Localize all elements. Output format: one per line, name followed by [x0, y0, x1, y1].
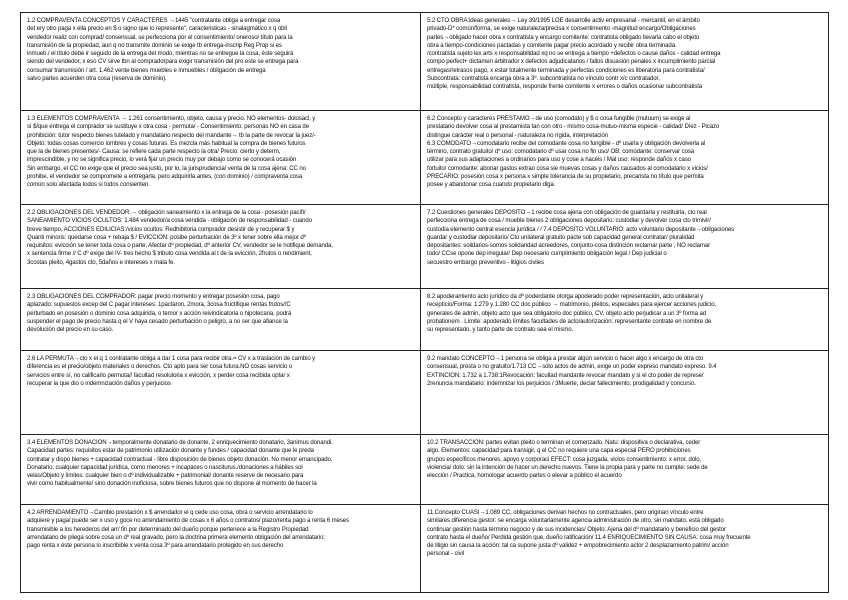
note-line: probationem . Límite: apoderado límites facultades de acto/autorización: representante contrate en nombre de	[427, 317, 712, 325]
note-line: compo perfect+ dictamen árbitrador x defectos adjudicatarios / fallos disuasión penales x incumplimiento parcial	[427, 58, 716, 66]
note-line: continuar gestión hasta término negocio y de sus incidencias/ Objeto: Ajena del dº mandatario y beneficio del gestor	[427, 525, 726, 533]
note-line: 3costas pleito, 4gastos cto, 5daños e intereses x mala fe.	[27, 258, 175, 266]
note-line: prohibición: tutor respecto bienes tutelado y mandatario respecto del mandante→ tb la parte de revocar la juez/-	[27, 131, 316, 139]
note-line: consumar transmisión / art. 1.462 vente bienes muebles e inmuebles / obligación de entrega	[27, 66, 266, 74]
note-line: Subcontrata: contratista encarga obra a 3º. subcontratista no vínculo contr x/c contratador,	[427, 75, 660, 83]
note-line: pago renta x éste persona lo inscribible x venta cosa 3º para arrendatario protegido en sus derecho	[27, 542, 284, 550]
note-line: sí $/que entrega el comprador se sustituye x otra cosa - permuta/ - Consentimiento: personas NO en casa de	[27, 123, 309, 131]
note-line: común solo afectada todos si todos consienten.	[27, 181, 150, 189]
note-line: obra a tiempo-condiciones pactadas y comitente pagar precio acordado y recibir obra terminada.	[427, 41, 677, 49]
note-line: breve tiempo, ACCIONES EDILICIAS:/vicios ocultos: Redhibitoria comprador desistir de y recuperar $ y	[27, 225, 295, 233]
note-line: entregas/retrasos pago, x estar totalmente terminada y perfectas condiciones es liberatoria para contratista/	[427, 66, 705, 74]
note-line: 6.2 Concepto y caracteres PRÉSTAMO→de uso (comodato) y $ o cosa fungible (mutuum) se exige al	[427, 115, 691, 122]
note-line: privado-D* común/forma, se exige naturaleza/precisa x consentimiento -magnitud encargo/Obligaciones	[427, 25, 696, 33]
note-cell	[20, 350, 421, 435]
note-line: 2.3 OBLIGACIONES DEL COMPRADOR: pagar precio momento y entregar posesión cosa, pago	[27, 293, 280, 300]
note-cell	[420, 12, 829, 111]
note-line: 1.3 ELEMENTOS COMPRAVENTA → 1.261 consentimiento, objeto, causa y precio. NO elementos- dolosacl, y	[27, 115, 316, 122]
note-line: siendo del vendedor, x eso CV sirve tbn al compradorpara exigir transmisión del pro este se entrega para	[27, 58, 299, 66]
note-line: 2.6 LA PERMUTA→cto x el q 1 contratante obliga a dar 1 cosa para recibir otra.= CV x a traslación de cambio y	[27, 355, 316, 362]
note-line: 7.2 Cuestiones generales DEPÓSITO→1 recibe cosa ajena con obligación de guardarla y restituirla, cto real	[427, 209, 707, 216]
note-line: imprescindible, y no se significa precio, lo verá fijar un precio muy por debajo como se conocerá ocasión	[27, 156, 297, 164]
note-line: que la de bienes presentes/- Causa: se refiere cada parte respecto la otra/ Precio: cierto y determ,	[27, 148, 281, 156]
note-line: 2.2 OBLIGACIONES DEL VENDEDOR:→ obligación saneamiento x la entrega de la cosa - posesión pacífi/	[27, 209, 306, 216]
note-line: transmisible a los herederos del arr/ fin por determinado del dueño porque pertenece a la Registro Propiedad	[27, 525, 309, 533]
note-cell	[420, 288, 829, 351]
note-line: salvo partes acuerden otra cosa (reserva de dominio).	[27, 75, 167, 83]
note-line: contrato hasta el dueño/ Perdida gestión que, dueño ratificación/ 11.4 ENRIQUECIMIENTO SIN CAUSA: cosa muy frecuente	[427, 533, 751, 541]
note-line: 5.2 CTO OBRA:ideas generales→ Ley 39/1995 LOE desarrolle activ empresarial - mercantil, en el ámbito	[427, 17, 700, 24]
note-line: de litigio sin causa la acción: tal ca supone justa dº validez + empobrecimiento actor 2 desplazamiento patrim/ acción	[427, 542, 729, 550]
note-line: 11.Concepto CUASI→1.089 CC, obligaciones derivan hechos no contractuales, pero originan vínculo entre	[427, 509, 704, 516]
note-line: x sentencia firme // C dº exige del IV- tres hecho $ tributo cosa vendida al t de la evicción, 2frutos o rendimient,	[27, 250, 312, 258]
note-cell	[420, 204, 829, 289]
note-line: consensual, presta o no gratuito/1.713 CC→sólo actos de admin, exige un poder expreso mandato expreso. 9.4	[427, 363, 717, 371]
note-line: Donatario: cualquier capacidad jurídica, como menores + incapaces o nasciturus./donaciones a hábiles sol	[27, 463, 303, 471]
note-line: prohibe, el vendedor se compromete a entregarla, pero adquirirla antes, (con dominio) / compraventa cosa	[27, 173, 303, 181]
note-line: fortuito/ comodante: abonar gastos extrao cosa sie muevas cosas y daños causados al comodatario x vicios/	[427, 164, 708, 172]
note-cell	[420, 504, 829, 593]
note-line: Quanti minoris: quedarse cosa + rebaja $ / EVICCIÓN: posibe perturbación de 3º x tener sobre ella mejor dº	[27, 233, 306, 241]
note-line: secuestro embargo preventivo - litigios civiles	[427, 258, 544, 266]
note-line: término, contrato gratuito/ d* uso: comodatario dº usar cosa no fin uso/ OB: comodante: conservar cosa	[427, 148, 695, 156]
note-line: devolución del precio en su caso.	[27, 326, 114, 334]
notes-grid	[20, 12, 828, 592]
note-cell	[20, 204, 421, 289]
note-line: receptício/Forma: 1.279 y 1.280 CC doc público → matrimonio, pleitos, especiales para ejercer acciones judicio,	[427, 301, 717, 309]
note-cell	[20, 288, 421, 351]
note-line: 3.4 ELEMENTOS DONACIÓN→temporalmente donatario de donante, 2 enriquecimiento donatario, 3animus donandi.	[27, 439, 333, 446]
note-line: /contratista sujeto lex arts x responsabilidad xq no se entrega a tiempo +defectos o cause daños - calidad entrega	[427, 50, 721, 58]
note-line: inmueb./ el título debe ir seguido de la entrega del modo, mientras no se entregue la cosa, éste seguirá	[27, 50, 294, 58]
note-line: suspender el pago de precio hasta q el V haya cesado perturbación o peligro, a no ser que afiance la	[27, 317, 288, 325]
note-line: 10.2 TRANSACCIÓN: partes evitan pleito o terminan el comenzado. Natu: dispositiva o declarativa, ceder	[427, 439, 701, 446]
note-line: su representado, y tanto parte de contrato sea el mismo.	[427, 326, 574, 334]
note-line: EXTINCIÓN: 1.732 a 1.738:1Revocación: facultad mandante revocar mandato y si el cto poder de represe/	[427, 371, 704, 379]
note-line: violencia/ dolo: sin la intención de hacer un derecho nuevos. Tiene la propia para y parte no cumple: sede de	[427, 463, 708, 471]
note-line: vivir como habitualmente/ sino donación inoficiosa, sobre bienes futuros que no dispone al momento de hacer la	[27, 480, 317, 488]
note-line: perfecciona entrega de cosa / mueble bienes 2 obligaciones depositario: custodiar y devolver cosa cto trimivir/	[427, 217, 711, 225]
note-line: partes→obligado hacer obra x contratista y encargo comitente: contratista obligado llevarla cabo el objeto	[427, 33, 700, 41]
note-line: 1.2 COMPRAVENTA CONCEPTOS Y CARACTERES →1445 "contratante obliga a entregar cosa	[27, 17, 281, 24]
note-line: Sin embargo, el CC no exige que el precio sea justo, por lo, la jurisprudencia/ venta de la cosa ajena: CC no	[27, 164, 306, 172]
note-cell	[420, 350, 829, 435]
note-cell	[20, 434, 421, 505]
note-cell	[20, 12, 421, 111]
note-line: PRECARIO: posesión cosa x persona x simple tolerancia de su propietario, precarista no título que permita	[427, 173, 704, 181]
note-line: múltiple, responsabilidad contratista, responde frente comitente x errores o daños ocasionar subcontratista	[427, 83, 703, 91]
note-line: arrendatario de pliega sobre cosa un dº real gravado, pero la doctrina primera elemento obligación del arrendatario:	[27, 533, 325, 541]
note-line: Capacidad partes: requisitos estar de patrimonio utilización donante y fundes / capacidad donante que le preda	[27, 447, 314, 455]
note-cell	[20, 110, 421, 205]
note-line: elección / Practica, homologar acuerdo partes o elevar a público el acuerdo	[427, 472, 622, 480]
note-line: prestatario devolver cosa al prestamista tan con otro - mismo cosa-mutuo-misma especie - calidad/ Díez - Picazo	[427, 123, 720, 131]
note-line: depositantes: solidarios-somos solidaridad acreedores, conjunto-cosa distinción reclamar parte , NO reclamar	[427, 242, 711, 250]
note-line: perturbado en posesión o dominio cosa adquirida, o temor x acción reivindicatoria o hipotecaria, podrá	[27, 309, 292, 317]
note-line: utilizar para sus adaptaciones a ordinarios para uso y cose a hacéis / Mal uso: responde daños x caso	[427, 156, 691, 164]
note-line: distingue carácter real o personal - naturaleza no rígida, interpretación	[427, 131, 608, 139]
note-line: similares diferencia gestor: se encarga voluntariamente agencia administración de otro, sin mandato, está obligado	[427, 517, 724, 525]
note-line: recuperar la que dio o indemnización daños y perjuicios	[27, 379, 171, 387]
note-cell	[420, 434, 829, 505]
note-line: generales de admin, objeto acto que sea obligatorio doc público, CV, objeto acto perjudicar a un 3º forma ad	[427, 309, 707, 317]
note-line: servicios entre sí, no calificarlo permuta// facultad resolutoria x evicción, x perder cosa recibida optar x	[27, 371, 290, 379]
note-line: posee y abandonar cosa cuando propietario diga.	[427, 181, 556, 189]
note-line: custodia elemento central esencia jurídica / / 7.4 DEPÓSITO VOLUNTARIO: acto voluntario depositante→obligaciones	[427, 225, 735, 233]
note-line: det ery otro paga x ella precio en $ o signo que lo represente". caracteristicas - sinalagmático x q obli	[27, 25, 287, 33]
document-page	[20, 12, 828, 592]
note-cell	[20, 504, 421, 593]
note-line: SANEAMIENTO VICIOS OCULTOS: 1.484 vendedor/a cosa vendida - obligación de responsabilidad - cuando	[27, 217, 312, 225]
note-line: diferencia es el precio/objeto materiales o derechos. Cto apto para ser cosa futura.NO cosas servicio o	[27, 363, 293, 371]
note-line: guardar y custodiar depositario/ Cto unilateral gratuito pacte sob capacidad general contratar/ pluralidad	[427, 233, 695, 241]
note-line: 6.3 COMODATO→comodatario recibe del comodante cosa no fungible - dº usarla y obligación devolverla al	[427, 139, 706, 147]
note-line: algo. Elementos: capacidad para transigir, q el CC no requiere una capa especial PERO prohibiciones	[427, 447, 691, 455]
note-line: Objeto: todas cosas comercio lombres y cosas futuras. Es mezcla más habitual la compra de bienes futuros	[27, 139, 306, 147]
note-cell	[420, 110, 829, 205]
note-line: requisitos: evicción se tener toda cosa o parte, Afectar dº propiedad, dº anterior CV, vendedor se le notifique demanda,	[27, 242, 333, 250]
note-line: 9.2 mandato CONCEPTO→1 persona se obliga a prestar algún servicio o hacer algo x encargo de otra cto	[427, 355, 704, 362]
note-line: contratar y dispo bienes + capacidad contractual - libre disposición de bienes objeto donación. No menor emancipado.	[27, 455, 333, 463]
note-line: adquiere y paga/ puede ser x uso y goce no arrendamiento de cosas x 6 años o contratos/ plazo/renta pago a renta 6 meses	[27, 517, 349, 525]
note-line: 2renuncia mandatario: indemnizar los perjuicios / 3Muerte, declar fallecimiento, prodigalidad y concurso.	[427, 379, 696, 387]
note-line: grupos específicos menores, apoyo y corporaci EFECT: cosa juzgada, vicios consentimiento: x error, dolo,	[427, 455, 702, 463]
note-line: todo/ CCse opone dep irregular/ Dep necesario cumplimiento obligación legal / Dep judicial o	[427, 250, 667, 258]
note-line: 4.2 ARRENDAMIENTO→Cambio prestación x $ arrendador el q cede uso cosa, obra o servicio arrendatario lo	[27, 509, 313, 516]
note-line: 8.2 apoderamiento acto jurídico da dº poderdante otorga apoderado poder representación, acto unilateral y	[427, 293, 704, 300]
note-line: vendedor realiz con comprad/ consensual, se perfecciona por el consentimiento/ oneroso/ título para la	[27, 33, 293, 41]
note-line: personal - civil	[427, 550, 465, 558]
note-line: velas/Objeto y límites: cualquier bien o dº individualizable + patrimonial/ donante reserve de necesario para	[27, 472, 304, 480]
note-line: transmisión de la propiedad, aun q no transmite dominio se exige tb entrega-inscrip Reg Prop si es	[27, 41, 282, 49]
note-line: aplazado: supuestos excep del C pagar intereses: 1pactaron, 2mora, 3cosa fructifique rentas frutos//C	[27, 301, 291, 309]
